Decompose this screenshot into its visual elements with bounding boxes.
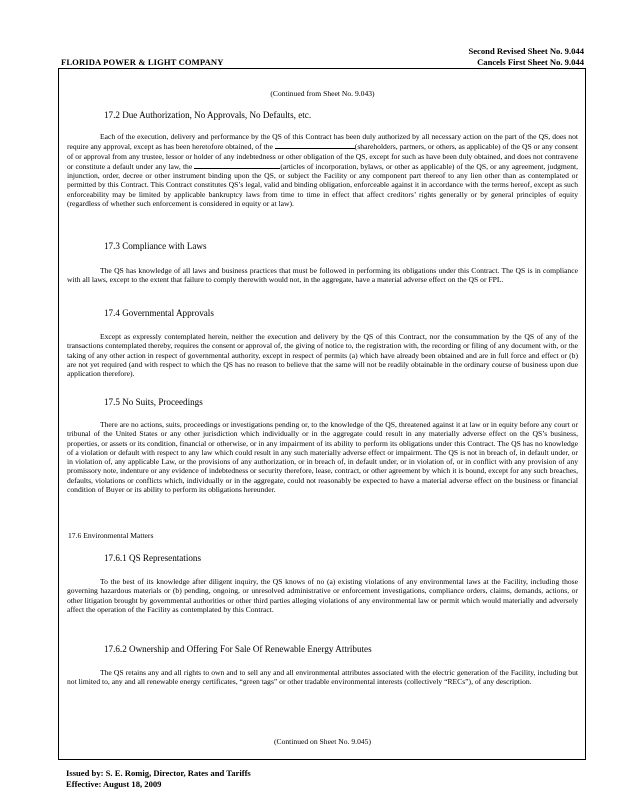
body-17-6-2-text: The QS retains any and all rights to own and to sell any and all environmental attributes associated with the electric generation of the Facility, including but not limited to, any and all renewable energy certificates, “green tags” or other tradable environmental interests (collectively “RECs”), of any description. bbox=[67, 668, 578, 687]
heading-17-6: 17.6 Environmental Matters bbox=[68, 531, 154, 540]
heading-17-6-2: 17.6.2 Ownership and Offering For Sale Of Renewable Energy Attributes bbox=[104, 644, 372, 654]
sheet-info bbox=[468, 46, 584, 68]
body-17-2-part-b: (shareholders, partners, or others, as applicable) of the QS or any consent of or approval from any trustee, lessor or holder of any indebtedness or other obligation of the QS, except for such as have been duly obtained, and does not contravene or constitute a default under any law, the bbox=[67, 142, 578, 171]
company-name: FLORIDA POWER & LIGHT COMPANY bbox=[61, 57, 224, 67]
body-17-2 bbox=[67, 132, 578, 208]
heading-17-6-1: 17.6.1 QS Representations bbox=[104, 553, 201, 563]
effective-date: Effective: August 18, 2009 bbox=[66, 779, 162, 789]
heading-17-2: 17.2 Due Authorization, No Approvals, No Defaults, etc. bbox=[104, 110, 312, 120]
heading-17-3: 17.3 Compliance with Laws bbox=[104, 241, 207, 251]
body-17-5-text: There are no actions, suits, proceedings or investigations pending or, to the knowledge of the QS, threatened against it at law or in equity before any court or tribunal of the United States or any other jurisdiction which individually or in the aggregate could result in any materially adverse effect on the QS’s business, properties, or assets or its condition, financial or otherwise, or in any impairment of its ability to perform its obligations under this Contract. The QS has no knowledge of a violation or default with respect to any law which could result in any such materially adverse effect or impairment. The QS is not in breach of, in default under, or in violation of, any applicable Law, or the provisions of any authorization, or in breach of, in default under, or in violation of, or in conflict with any provision of any promissory note, indenture or any evidence of indebtedness or security therefore, lease, contract, or other agreement by which it is bound, except for any such breaches, defaults, violations or conflicts which, individually or in the aggregate, could not reasonably be expected to have a material adverse effect on the business or financial condition of Buyer or its ability to perform its obligations hereunder. bbox=[67, 420, 578, 495]
body-17-5 bbox=[67, 420, 578, 494]
body-17-3 bbox=[67, 266, 578, 285]
blank-line bbox=[275, 141, 355, 149]
blank-line bbox=[194, 161, 280, 169]
heading-17-5: 17.5 No Suits, Proceedings bbox=[104, 397, 203, 407]
cancels-sheet: Cancels First Sheet No. 9.044 bbox=[477, 57, 584, 67]
sheet-number: Second Revised Sheet No. 9.044 bbox=[468, 46, 584, 56]
body-17-2-part-a: Each of the execution, delivery and performance by the QS of this Contract has been duly authorized by all necessary action on the part of the QS, does not require any approval, except as has been heretofore obtained, of the bbox=[67, 132, 578, 152]
body-17-6-1-text: To the best of its knowledge after diligent inquiry, the QS knows of no (a) existing violations of any environmental laws at the Facility, including those governing hazardous materials or (b) pending, ongoing, or unresolved administrative or enforcement investigations, compliance orders, claims, demands, actions, or other litigation brought by governmental authorities or other third parties alleging violations of any environmental law or permit which would materially and adversely affect the operation of the Facility as contemplated by this Contract. bbox=[67, 577, 578, 614]
body-17-6-2 bbox=[67, 668, 578, 687]
continued-from: (Continued from Sheet No. 9.043) bbox=[270, 89, 375, 98]
body-17-3-text: The QS has knowledge of all laws and business practices that must be followed in performing its obligations under this Contract. The QS is in compliance with all laws, except to the extent that failure to comply therewith would not, in the aggregate, have a material adverse effect on the QS or FPL. bbox=[67, 266, 578, 285]
body-17-2-part-c: (articles of incorporation, bylaws, or other as applicable) of the QS, or any agreement, judgment, injunction, order, decree or other instrument binding upon the QS, or subject the Facility or any component part thereof to any lien other than as contemplated or permitted by this Contract. This Contract constitutes QS’s legal, valid and binding obligation, enforceable against it in accordance with the terms hereof, except as such enforceability may be limited by applicable bankruptcy laws from time to time in effect that affect creditors’ rights generally or by general principles of equity (regardless of whether such enforcement is considered in equity or at law). bbox=[67, 161, 579, 209]
continued-on: (Continued on Sheet No. 9.045) bbox=[273, 737, 372, 746]
heading-17-4: 17.4 Governmental Approvals bbox=[104, 308, 214, 318]
body-17-4 bbox=[67, 332, 578, 378]
issued-by: Issued by: S. E. Romig, Director, Rates and Tariffs bbox=[66, 768, 251, 778]
body-17-4-text: Except as expressly contemplated herein, neither the execution and delivery by the QS of this Contract, nor the consummation by the QS of any of the transactions contemplated thereby, requires the consent or approval of, the giving of notice to, the registration with, the recording or filing of any document with, or the taking of any other action in respect of governmental authority, except in respect of permits (a) which have already been obtained and are in full force and effect or (b) are not yet required (and with respect to which the QS has no reason to believe that the same will not be readily obtainable in the ordinary course of business upon due application therefore). bbox=[67, 332, 578, 379]
body-17-6-1 bbox=[67, 577, 578, 614]
